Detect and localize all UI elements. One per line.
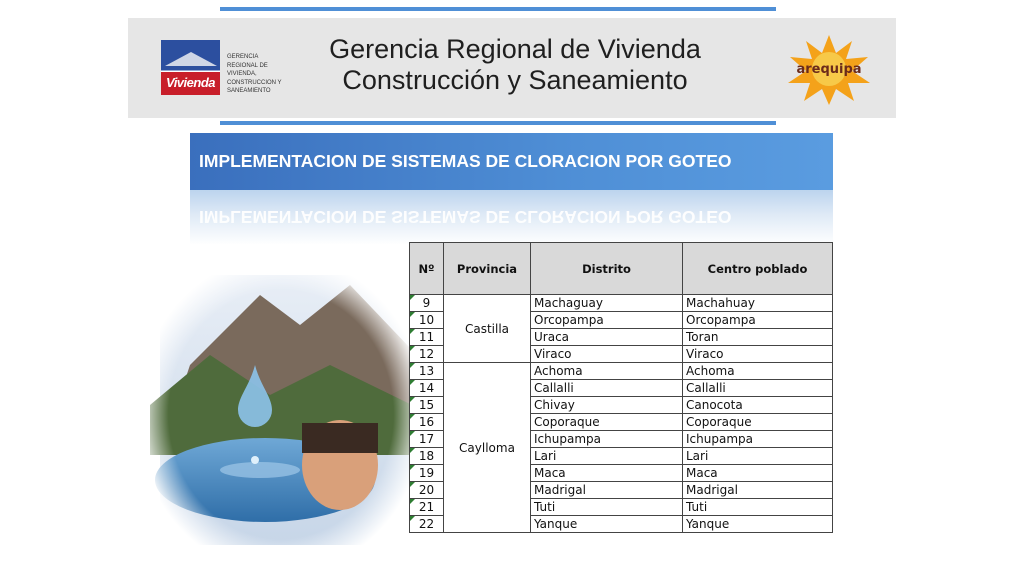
distrito-cell: Ichupampa — [531, 431, 683, 448]
arequipa-logo-text: arequipa — [796, 62, 862, 77]
page-title-line1: Gerencia Regional de Vivienda — [329, 34, 701, 64]
section-title-reflection-text: IMPLEMENTACION DE SISTEMAS DE CLORACION POR GOTEO — [199, 207, 732, 227]
logo-caption-line: SANEAMIENTO — [227, 88, 271, 94]
column-header-provincia: Provincia — [444, 243, 531, 295]
row-number: 20 — [410, 482, 444, 499]
table-body — [410, 295, 833, 533]
distrito-cell: Coporaque — [531, 414, 683, 431]
centro-poblado-cell: Coporaque — [683, 414, 833, 431]
centro-poblado-cell: Viraco — [683, 346, 833, 363]
row-number: 19 — [410, 465, 444, 482]
row-number: 12 — [410, 346, 444, 363]
row-number: 16 — [410, 414, 444, 431]
distrito-cell: Tuti — [531, 499, 683, 516]
centro-poblado-cell: Tuti — [683, 499, 833, 516]
distrito-cell: Machaguay — [531, 295, 683, 312]
centro-poblado-cell: Lari — [683, 448, 833, 465]
centro-poblado-cell: Toran — [683, 329, 833, 346]
section-banner — [190, 133, 833, 190]
header-bottom-line — [220, 121, 776, 125]
centro-poblado-cell: Callalli — [683, 380, 833, 397]
centro-poblado-cell: Canocota — [683, 397, 833, 414]
row-number: 18 — [410, 448, 444, 465]
page-title — [300, 34, 730, 96]
row-number: 14 — [410, 380, 444, 397]
logo-caption-line: VIVIENDA, — [227, 71, 257, 77]
centro-poblado-cell: Machahuay — [683, 295, 833, 312]
logo-caption-line: CONSTRUCCION Y — [227, 79, 282, 86]
centro-poblado-cell: Yanque — [683, 516, 833, 533]
section-title: IMPLEMENTACION DE SISTEMAS DE CLORACION POR GOTEO — [199, 151, 732, 171]
row-number: 21 — [410, 499, 444, 516]
row-number: 15 — [410, 397, 444, 414]
distrito-cell: Orcopampa — [531, 312, 683, 329]
vivienda-logo — [161, 40, 220, 95]
column-header-numero: Nº — [410, 243, 444, 295]
distrito-cell: Achoma — [531, 363, 683, 380]
distrito-cell: Madrigal — [531, 482, 683, 499]
row-number: 17 — [410, 431, 444, 448]
centro-poblado-cell: Ichupampa — [683, 431, 833, 448]
row-number: 9 — [410, 295, 444, 312]
province-cell: Caylloma — [444, 363, 531, 533]
logo-roof-icon — [165, 52, 217, 66]
distrito-cell: Lari — [531, 448, 683, 465]
distrito-cell: Chivay — [531, 397, 683, 414]
table-header-row — [410, 243, 833, 295]
arequipa-logo — [784, 33, 874, 105]
table-row — [410, 295, 833, 312]
distrito-cell: Uraca — [531, 329, 683, 346]
logo-word: Vivienda — [166, 75, 215, 90]
centro-poblado-cell: Achoma — [683, 363, 833, 380]
centro-poblado-cell: Orcopampa — [683, 312, 833, 329]
column-header-distrito: Distrito — [531, 243, 683, 295]
row-number: 13 — [410, 363, 444, 380]
distrito-cell: Yanque — [531, 516, 683, 533]
row-number: 10 — [410, 312, 444, 329]
distrito-cell: Callalli — [531, 380, 683, 397]
page-title-line2: Construcción y Saneamiento — [342, 65, 688, 95]
centro-poblado-cell: Maca — [683, 465, 833, 482]
centro-poblado-cell: Madrigal — [683, 482, 833, 499]
top-accent-line — [220, 7, 776, 11]
distrito-cell: Maca — [531, 465, 683, 482]
section-title-reflection — [190, 190, 833, 245]
province-cell: Castilla — [444, 295, 531, 363]
cloracion-table — [409, 242, 833, 533]
logo-caption-line: REGIONAL DE — [227, 62, 268, 69]
row-number: 11 — [410, 329, 444, 346]
logo-caption — [227, 53, 287, 96]
logo-caption-line: GERENCIA — [227, 54, 259, 60]
water-landscape-illustration — [150, 255, 412, 545]
distrito-cell: Viraco — [531, 346, 683, 363]
row-number: 22 — [410, 516, 444, 533]
column-header-centro-poblado: Centro poblado — [683, 243, 833, 295]
table-row — [410, 363, 833, 380]
